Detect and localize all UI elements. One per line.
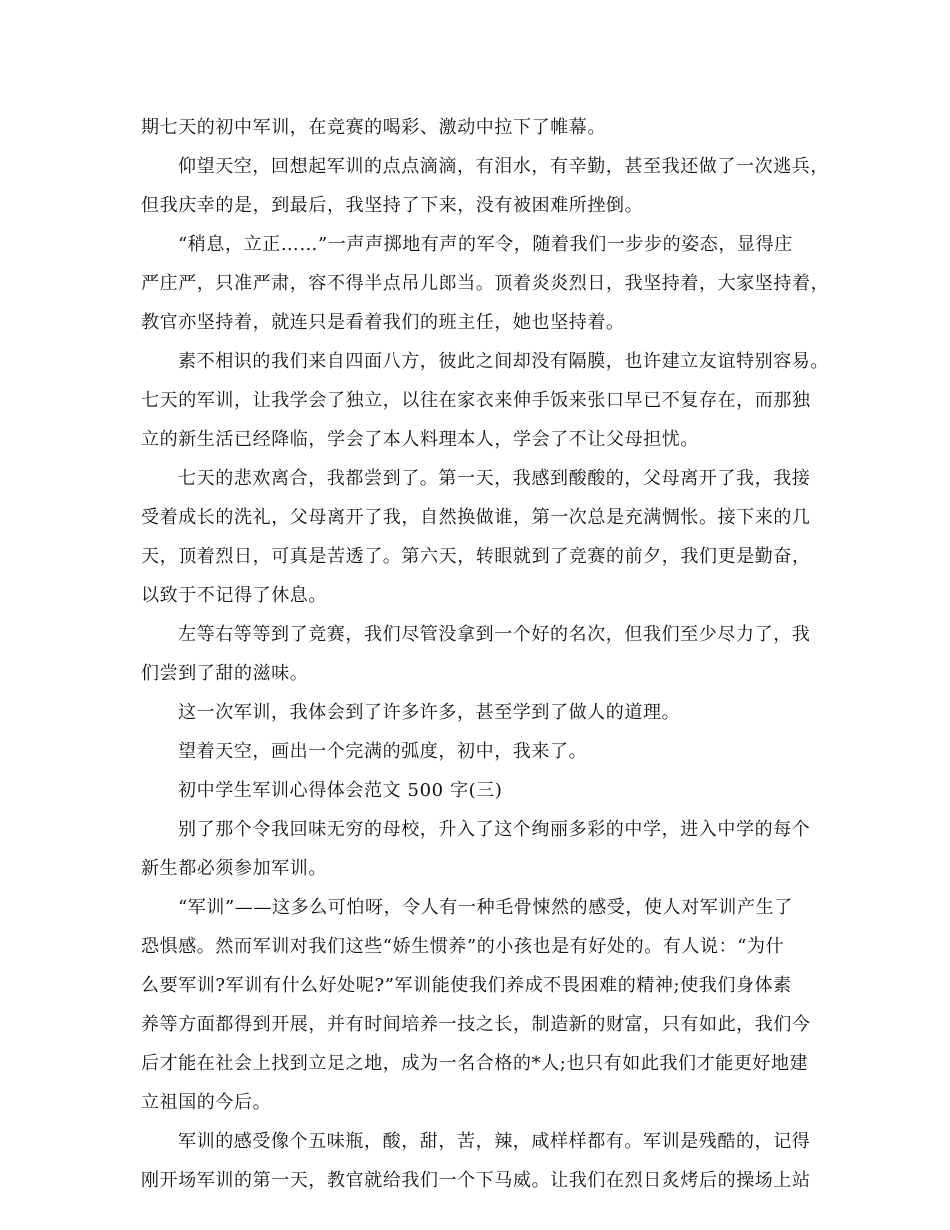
text-line: 受着成长的洗礼，父母离开了我，自然换做谁，第一次总是充满惆怅。接下来的几 — [141, 507, 811, 528]
text-line: “军训”——这多么可怕呀，令人有一种毛骨悚然的感受，使人对军训产生了 — [178, 897, 793, 918]
paragraph — [141, 1122, 817, 1200]
text-line: 仰望天空，回想起军训的点点滴滴，有泪水，有辛勤，甚至我还做了一次逃兵， — [178, 156, 829, 177]
text-line: 教官亦坚持着，就连只是看着我们的班主任，她也坚持着。 — [141, 312, 625, 333]
text-line: 七天的悲欢离合，我都尝到了。第一天，我感到酸酸的，父母离开了我，我接 — [178, 468, 811, 489]
text-line: 这一次军训，我体会到了许多许多，甚至学到了做人的道理。 — [178, 702, 681, 723]
text-line: 恐惧感。然而军训对我们这些“娇生惯养”的小孩也是有好处的。有人说：“为什 — [141, 936, 785, 957]
paragraph — [141, 342, 829, 459]
text-line: 新生都必须参加军训。 — [141, 858, 327, 879]
text-line: 养等方面都得到开展，并有时间培养一技之长，制造新的财富，只有如此，我们今 — [141, 1014, 811, 1035]
text-line: 们尝到了甜的滋味。 — [141, 663, 309, 684]
paragraph — [141, 810, 817, 888]
paragraph — [141, 615, 817, 693]
text-line: 后才能在社会上找到立足之地，成为一名合格的*人;也只有如此我们才能更好地建 — [141, 1053, 809, 1074]
paragraph — [141, 459, 817, 615]
text-line: 七天的军训，让我学会了独立，以往在家衣来伸手饭来张口早已不复存在，而那独 — [141, 390, 811, 411]
paragraph — [141, 108, 817, 147]
document-body — [141, 108, 830, 1200]
text-line: 军训的感受像个五味瓶，酸，甜，苦，辣，咸样样都有。军训是残酷的，记得 — [178, 1131, 811, 1152]
paragraph — [141, 693, 817, 732]
text-line: 立祖国的今后。 — [141, 1092, 272, 1113]
text-line: “稍息，立正……”一声声掷地有声的军令，随着我们一步步的姿态，显得庄 — [178, 234, 793, 255]
text-line: 望着天空，画出一个完满的弧度，初中，我来了。 — [178, 741, 588, 762]
paragraph — [141, 888, 817, 1122]
heading-text: 初中学生军训心得体会范文 500 字(三) — [178, 780, 503, 801]
text-line: 严庄严，只准严肃，容不得半点吊儿郎当。顶着炎炎烈日，我坚持着，大家坚持着， — [141, 273, 830, 294]
text-line: 别了那个令我回味无穷的母校，升入了这个绚丽多彩的中学，进入中学的每个 — [178, 819, 811, 840]
text-line: 期七天的初中军训，在竞赛的喝彩、激动中拉下了帷幕。 — [141, 117, 606, 138]
text-line: 么要军训?军训有什么好处呢?”军训能使我们养成不畏困难的精神;使我们身体素 — [141, 975, 792, 996]
text-line: 素不相识的我们来自四面八方，彼此之间却没有隔膜，也许建立友谊特别容易。 — [178, 351, 829, 372]
text-line: 以致于不记得了休息。 — [141, 585, 327, 606]
text-line: 左等右等等到了竞赛，我们尽管没拿到一个好的名次，但我们至少尽力了，我 — [178, 624, 811, 645]
paragraph — [141, 732, 817, 771]
paragraph — [141, 147, 829, 225]
paragraph — [141, 225, 830, 342]
text-line: 但我庆幸的是，到最后，我坚持了下来，没有被困难所挫倒。 — [141, 195, 644, 216]
section-heading — [141, 771, 817, 810]
text-line: 天，顶着烈日，可真是苦透了。第六天，转眼就到了竞赛的前夕，我们更是勤奋， — [141, 546, 811, 567]
text-line: 立的新生活已经降临，学会了本人料理本人，学会了不让父母担忧。 — [141, 429, 699, 450]
text-line: 刚开场军训的第一天，教官就给我们一个下马威。让我们在烈日炙烤后的操场上站 — [141, 1170, 811, 1191]
